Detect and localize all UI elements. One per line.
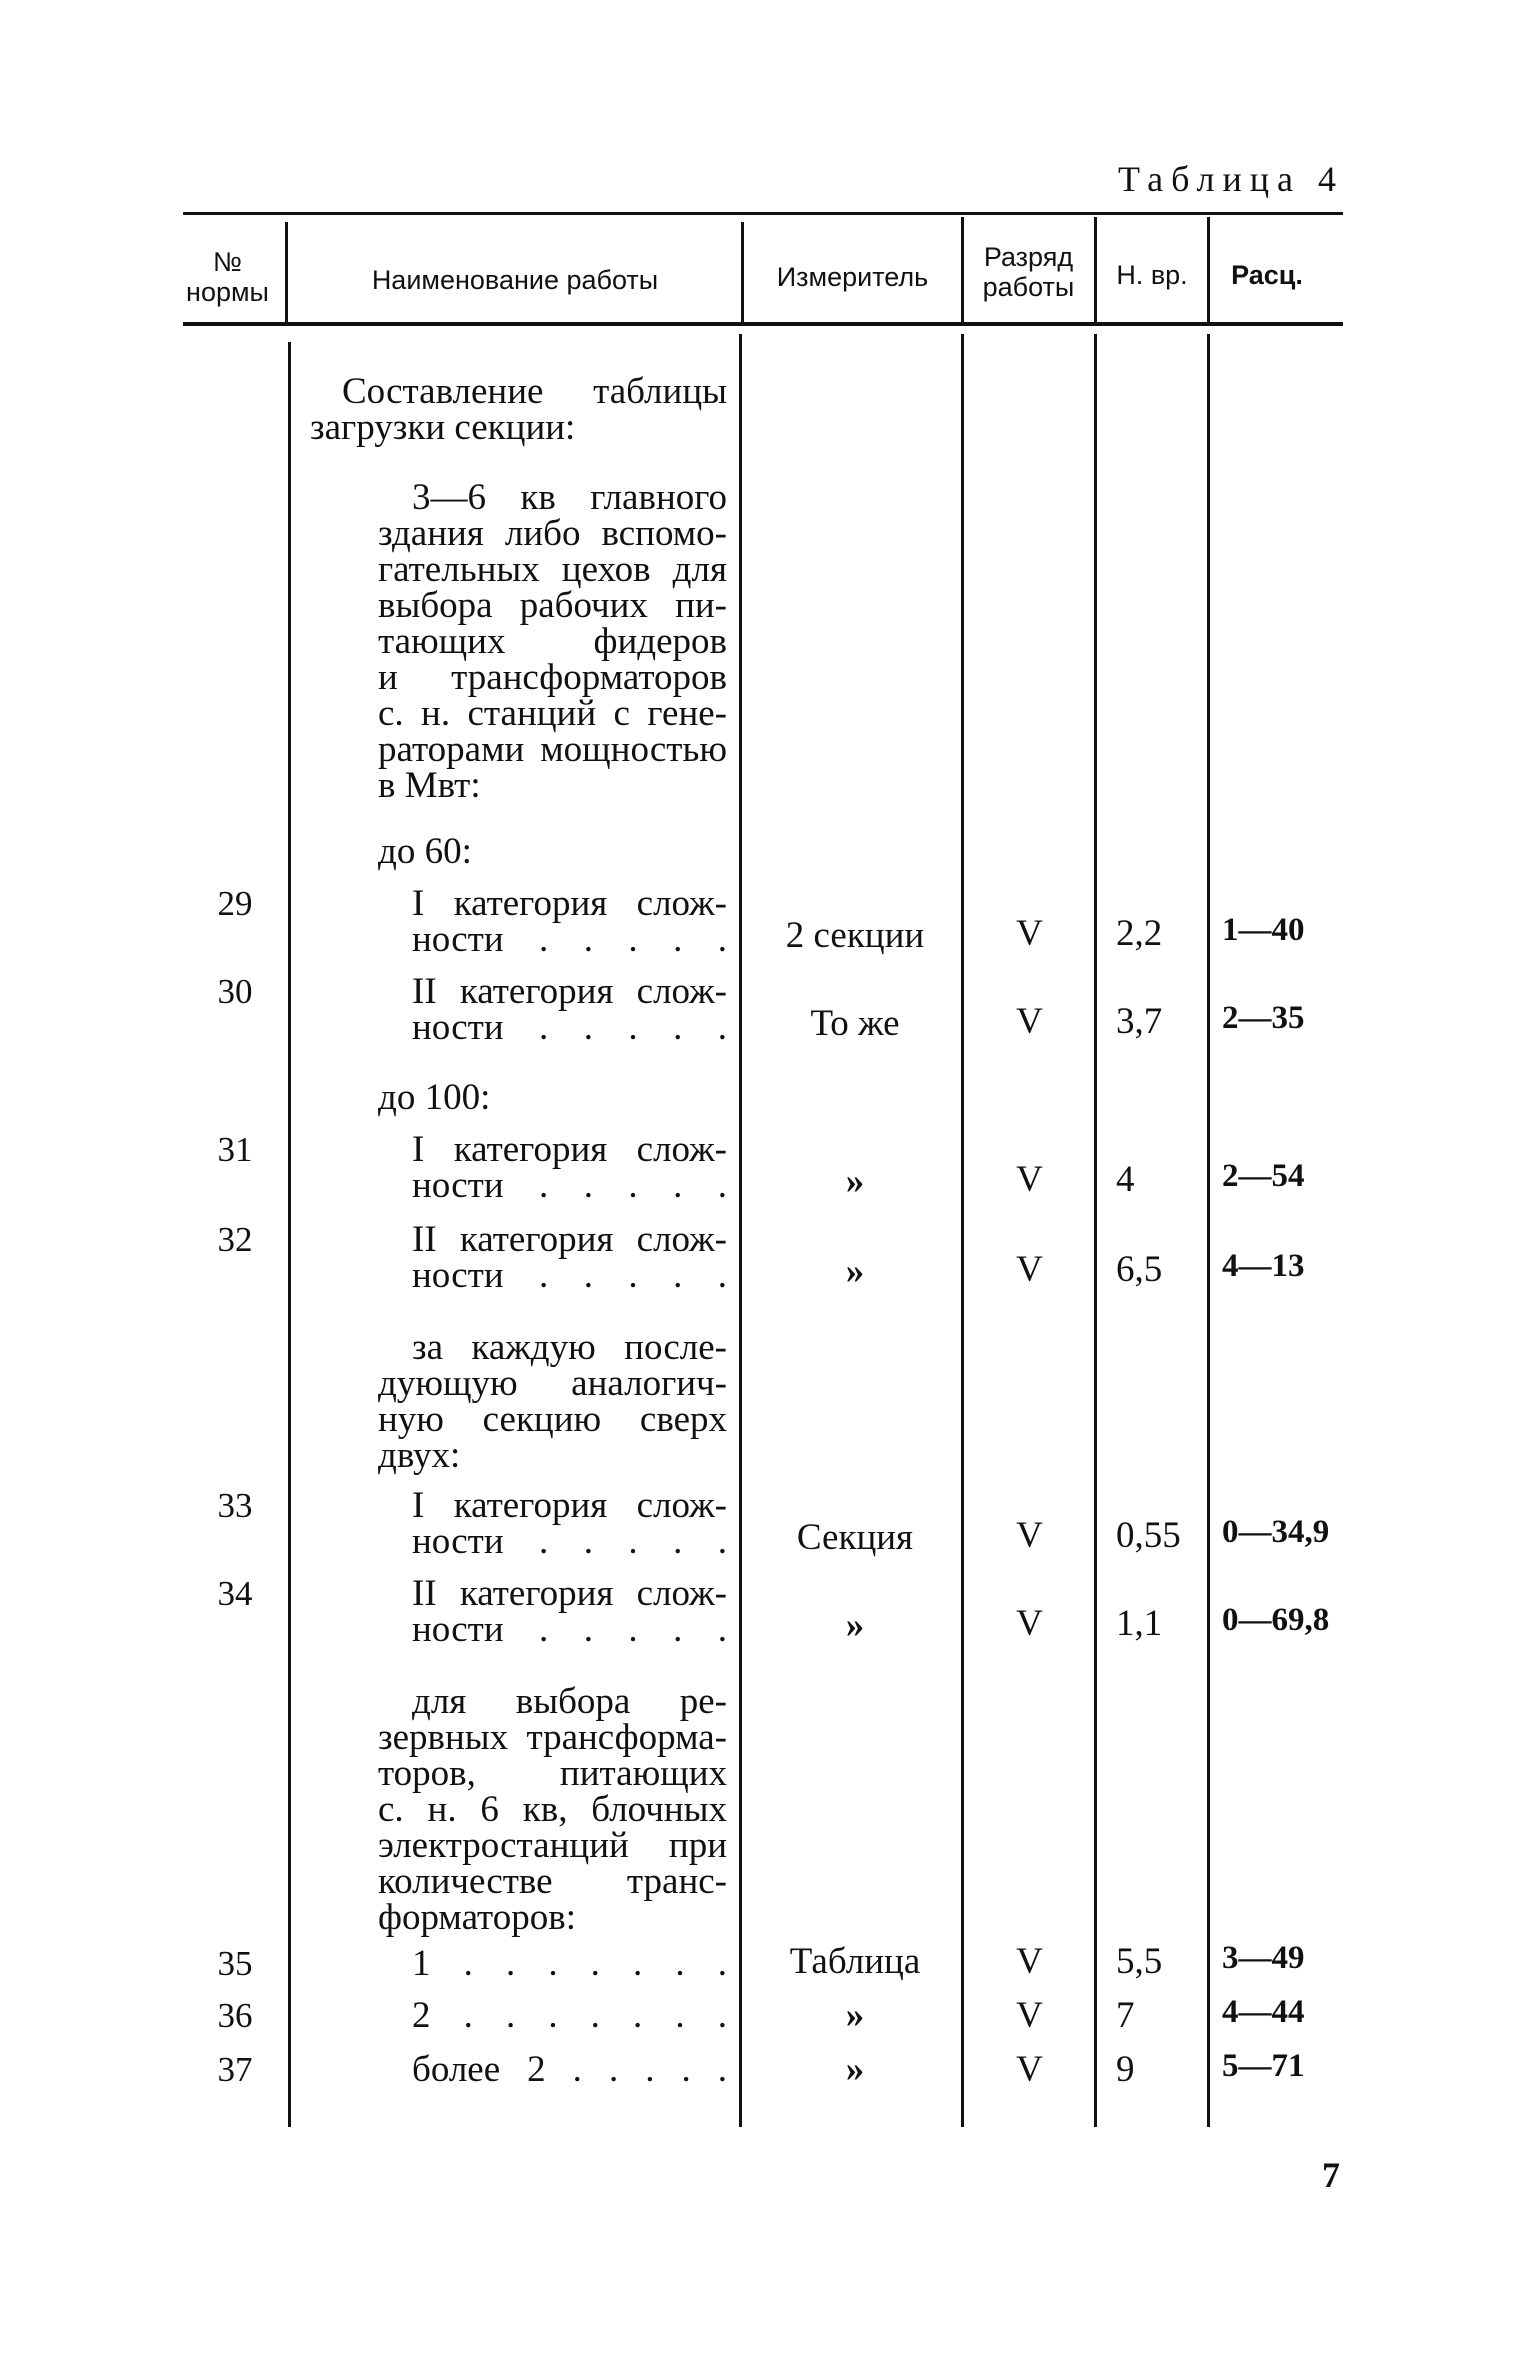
- row-29-time: 2,2: [1116, 913, 1163, 954]
- row-34-no: 34: [217, 1574, 253, 1613]
- row-29-line1: I категория слож-: [412, 883, 727, 924]
- header-time-norm: Н. вр.: [1116, 260, 1188, 290]
- body-divider-4: [1094, 334, 1097, 2127]
- row-29-grade: V: [1016, 913, 1043, 954]
- reserve-line-2: зервных трансформа-: [378, 1717, 727, 1758]
- sub1-line-9: в Мвт:: [378, 765, 481, 806]
- row-37-rate: 5—71: [1222, 2048, 1305, 2084]
- row-33-no: 33: [217, 1486, 253, 1525]
- row-37-time: 9: [1116, 2049, 1135, 2090]
- row-34-rate: 0—69,8: [1222, 1602, 1330, 1638]
- row-33-grade: V: [1016, 1515, 1043, 1556]
- row-31-rate: 2—54: [1222, 1158, 1305, 1194]
- page-number: 7: [1322, 2155, 1340, 2195]
- row-31-grade: V: [1016, 1159, 1043, 1200]
- each-section-line-1: за каждую после-: [412, 1327, 727, 1368]
- sub1-line-6: и трансформаторов: [378, 657, 727, 698]
- each-section-line-4: двух:: [378, 1435, 461, 1476]
- row-37-grade: V: [1016, 2049, 1043, 2090]
- sub1-line-5: тающих фидеров: [378, 621, 727, 662]
- header-divider-3: [961, 217, 964, 325]
- header-rate: Расц.: [1231, 260, 1303, 290]
- row-35-grade: V: [1016, 1941, 1043, 1982]
- sub1-line-3: гательных цехов для: [378, 549, 727, 590]
- each-section-line-2: дующую аналогич-: [378, 1363, 727, 1404]
- header-grade: Разряд работы: [982, 242, 1075, 302]
- row-32-unit: »: [845, 1251, 865, 1292]
- row-34-time: 1,1: [1116, 1603, 1163, 1644]
- upto60-label: до 60:: [378, 831, 472, 872]
- header-unit: Измеритель: [776, 262, 929, 292]
- row-36-rate: 4—44: [1222, 1994, 1305, 2030]
- body-divider-3: [961, 334, 964, 2127]
- row-36-no: 36: [217, 1996, 253, 2035]
- row-30-rate: 2—35: [1222, 1000, 1305, 1036]
- row-36-grade: V: [1016, 1995, 1043, 2036]
- header-norm-no: № нормы: [186, 247, 269, 307]
- row-32-grade: V: [1016, 1249, 1043, 1290]
- row-31-line1: I категория слож-: [412, 1129, 727, 1170]
- row-30-line1: II категория слож-: [412, 971, 727, 1012]
- row-30-line2: ности . . . . .: [412, 1007, 727, 1048]
- sub1-line-7: с. н. станций с гене-: [378, 693, 727, 734]
- header-divider-1: [285, 222, 288, 325]
- row-37-unit: »: [845, 2049, 865, 2090]
- row-32-time: 6,5: [1116, 1249, 1163, 1290]
- row-33-unit: Секция: [796, 1517, 914, 1558]
- header-divider-2: [741, 222, 744, 325]
- sub1-line-8: раторами мощностью: [378, 729, 727, 770]
- body-divider-1: [288, 342, 291, 2127]
- reserve-line-6: количестве транс-: [378, 1861, 727, 1902]
- row-33-rate: 0—34,9: [1222, 1514, 1330, 1550]
- row-29-unit: 2 секции: [785, 915, 925, 956]
- header-divider-4: [1094, 217, 1097, 325]
- row-29-no: 29: [217, 884, 253, 923]
- row-32-no: 32: [217, 1220, 253, 1259]
- row-31-line2: ности . . . . .: [412, 1165, 727, 1206]
- reserve-line-4: с. н. 6 кв, блочных: [378, 1789, 727, 1830]
- body-divider-5: [1207, 334, 1210, 2127]
- sub1-line-1: [412, 477, 727, 518]
- sub1-line-2: здания либо вспомо-: [378, 513, 727, 554]
- row-36-line1: 2 . . . . . . .: [412, 1995, 727, 2036]
- body-divider-2: [739, 334, 742, 2127]
- table-caption: Таблица 4: [1118, 159, 1344, 199]
- sub1-line-1-text: 3—6 кв главного: [412, 477, 727, 518]
- row-35-unit: Таблица: [789, 1941, 921, 1982]
- row-30-grade: V: [1016, 1001, 1043, 1042]
- row-32-line2: ности . . . . .: [412, 1255, 727, 1296]
- header-bottom-rule: [183, 322, 1343, 326]
- row-32-line1: II категория слож-: [412, 1219, 727, 1260]
- row-33-line2: ности . . . . .: [412, 1521, 727, 1562]
- row-36-time: 7: [1116, 1995, 1135, 2036]
- row-37-no: 37: [217, 2050, 253, 2089]
- row-31-unit: »: [845, 1161, 865, 1202]
- intro-line-1: Составление таблицы: [342, 371, 727, 412]
- row-29-line2: ности . . . . .: [412, 919, 727, 960]
- row-30-no: 30: [217, 972, 253, 1011]
- row-36-unit: »: [845, 1995, 865, 2036]
- reserve-line-1: для выбора ре-: [412, 1681, 727, 1722]
- row-29-rate: 1—40: [1222, 912, 1305, 948]
- row-32-rate: 4—13: [1222, 1248, 1305, 1284]
- row-31-time: 4: [1116, 1159, 1135, 1200]
- row-33-line1: I категория слож-: [412, 1485, 727, 1526]
- row-34-line2: ности . . . . .: [412, 1609, 727, 1650]
- sub1-line-4: выбора рабочих пи-: [378, 585, 727, 626]
- row-35-time: 5,5: [1116, 1941, 1163, 1982]
- row-30-time: 3,7: [1116, 1001, 1163, 1042]
- header-work-name: Наименование работы: [371, 265, 659, 295]
- reserve-line-7: форматоров:: [378, 1897, 576, 1938]
- reserve-line-3: торов, питающих: [378, 1753, 727, 1794]
- row-35-rate: 3—49: [1222, 1940, 1305, 1976]
- header-divider-5: [1207, 217, 1210, 325]
- row-37-line1: более 2 . . . . .: [412, 2049, 727, 2090]
- row-33-time: 0,55: [1116, 1515, 1181, 1556]
- row-35-line1: 1 . . . . . . .: [412, 1943, 727, 1984]
- row-34-line1: II категория слож-: [412, 1573, 727, 1614]
- each-section-line-3: ную секцию сверх: [378, 1399, 727, 1440]
- row-31-no: 31: [217, 1130, 253, 1169]
- row-30-unit: То же: [810, 1003, 900, 1044]
- header-top-rule: [183, 212, 1343, 215]
- upto100-label: до 100:: [378, 1077, 491, 1118]
- row-34-unit: »: [845, 1605, 865, 1646]
- intro-line-2: загрузки секции:: [310, 407, 576, 448]
- row-35-no: 35: [217, 1944, 253, 1983]
- reserve-line-5: электростанций при: [378, 1825, 727, 1866]
- row-34-grade: V: [1016, 1603, 1043, 1644]
